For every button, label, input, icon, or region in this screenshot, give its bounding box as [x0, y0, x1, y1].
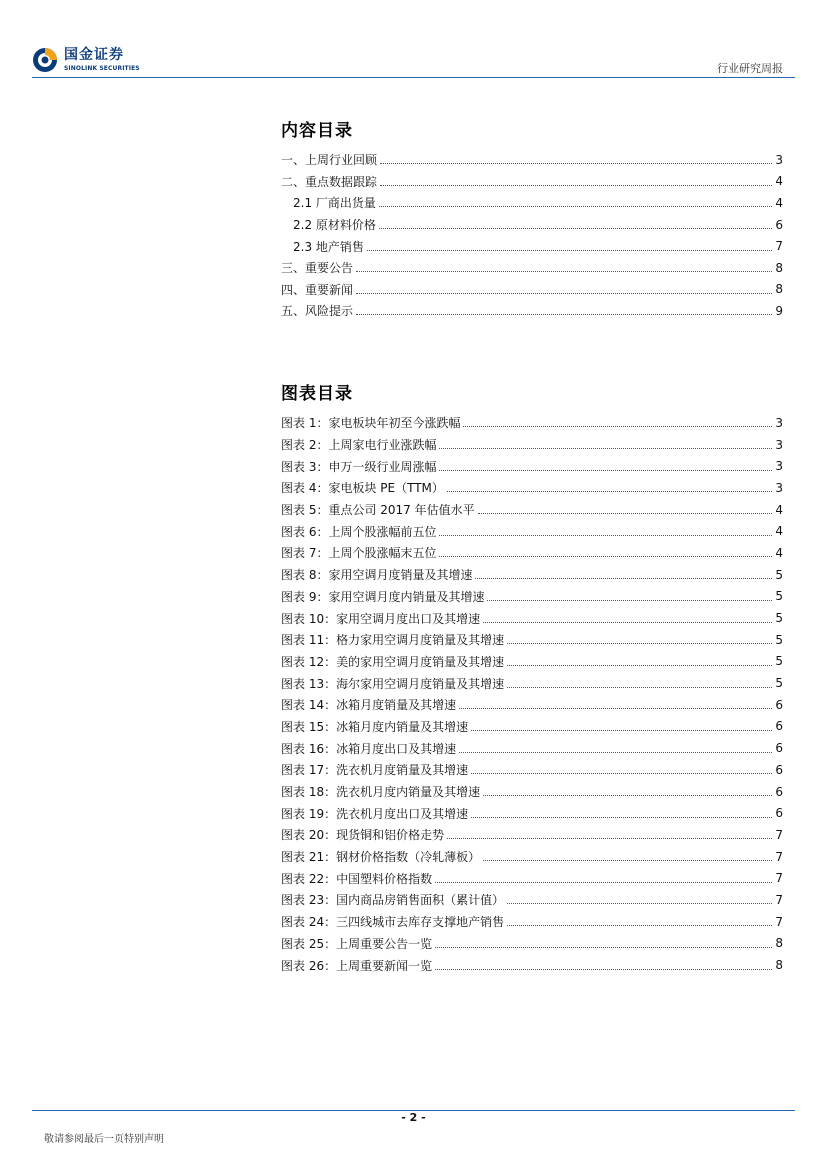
entry-label: 图表 3：申万一级行业周涨幅: [281, 459, 437, 474]
dot-leader: [379, 228, 772, 229]
dot-leader: [478, 513, 773, 514]
entry-label: 图表 5：重点公司 2017 年估值水平: [281, 503, 475, 518]
toc-entry[interactable]: [281, 257, 783, 279]
dot-leader: [439, 556, 772, 557]
entry-label: 图表 23：国内商品房销售面积（累计值）: [281, 893, 505, 908]
logo-mark-icon: [32, 47, 58, 73]
figure-entry[interactable]: [281, 412, 783, 434]
figure-entry[interactable]: [281, 759, 783, 781]
entry-page-number: 5: [775, 676, 783, 691]
dot-leader: [379, 206, 772, 207]
figure-entry[interactable]: [281, 455, 783, 477]
dot-leader: [483, 795, 772, 796]
figure-entry[interactable]: [281, 651, 783, 673]
entry-label: 四、重要新闻: [281, 282, 354, 297]
dot-leader: [471, 773, 772, 774]
figure-entry[interactable]: [281, 672, 783, 694]
figure-entry[interactable]: [281, 499, 783, 521]
entry-label: 图表 16：冰箱月度出口及其增速: [281, 741, 457, 756]
figure-entry[interactable]: [281, 586, 783, 608]
entry-page-number: 5: [775, 654, 783, 669]
figure-entry[interactable]: [281, 954, 783, 976]
dot-leader: [356, 293, 772, 294]
figure-entry[interactable]: [281, 824, 783, 846]
entry-page-number: 4: [775, 524, 783, 539]
dot-leader: [380, 163, 772, 164]
figure-entry[interactable]: [281, 802, 783, 824]
dot-leader: [483, 622, 772, 623]
figure-entry[interactable]: [281, 542, 783, 564]
entry-label: 图表 10：家用空调月度出口及其增速: [281, 611, 481, 626]
figures-title: 图表目录: [281, 384, 353, 404]
entry-label: 图表 21：钢材价格指数（冷轧薄板）: [281, 850, 481, 865]
entry-page-number: 6: [775, 784, 783, 799]
figure-entry[interactable]: [281, 933, 783, 955]
entry-label: 图表 15：冰箱月度内销量及其增速: [281, 719, 469, 734]
dot-leader: [439, 448, 772, 449]
dot-leader: [507, 925, 772, 926]
entry-page-number: 8: [775, 282, 783, 297]
entry-label: 2.3 地产销售: [293, 239, 364, 254]
entry-label: 图表 8：家用空调月度销量及其增速: [281, 568, 473, 583]
entry-page-number: 6: [775, 217, 783, 232]
figure-entry[interactable]: [281, 867, 783, 889]
entry-page-number: 7: [775, 892, 783, 907]
toc-entry[interactable]: [281, 214, 783, 236]
header-divider: [32, 77, 795, 78]
entry-page-number: 3: [775, 480, 783, 495]
figure-entry[interactable]: [281, 694, 783, 716]
entry-page-number: 6: [775, 762, 783, 777]
company-logo: [32, 46, 162, 76]
dot-leader: [475, 578, 772, 579]
dot-leader: [447, 491, 772, 492]
entry-page-number: 5: [775, 589, 783, 604]
figure-entry[interactable]: [281, 477, 783, 499]
dot-leader: [356, 271, 772, 272]
dot-leader: [507, 643, 772, 644]
entry-label: 图表 4：家电板块 PE（TTM）: [281, 481, 444, 496]
dot-leader: [507, 903, 772, 904]
dot-leader: [471, 817, 772, 818]
figure-entry[interactable]: [281, 716, 783, 738]
page-number: - 2 -: [401, 1111, 426, 1124]
toc-entry[interactable]: [281, 192, 783, 214]
entry-page-number: 8: [775, 260, 783, 275]
dot-leader: [367, 250, 772, 251]
entry-label: 图表 25：上周重要公告一览: [281, 936, 433, 951]
entry-page-number: 7: [775, 239, 783, 254]
figure-entry[interactable]: [281, 607, 783, 629]
dot-leader: [471, 730, 772, 731]
entry-label: 图表 11：格力家用空调月度销量及其增速: [281, 633, 505, 648]
entry-page-number: 4: [775, 502, 783, 517]
contents-list: [281, 149, 783, 322]
entry-label: 图表 9：家用空调月度内销量及其增速: [281, 589, 485, 604]
figure-entry[interactable]: [281, 520, 783, 542]
dot-leader: [447, 838, 772, 839]
toc-entry[interactable]: [281, 171, 783, 193]
toc-entry[interactable]: [281, 300, 783, 322]
figure-entry[interactable]: [281, 781, 783, 803]
entry-page-number: 5: [775, 567, 783, 582]
figure-entry[interactable]: [281, 434, 783, 456]
entry-page-number: 4: [775, 545, 783, 560]
toc-entry[interactable]: [281, 149, 783, 171]
disclaimer-note: 敬请参阅最后一页特别声明: [44, 1134, 164, 1145]
entry-label: 图表 6：上周个股涨幅前五位: [281, 524, 437, 539]
entry-page-number: 7: [775, 827, 783, 842]
dot-leader: [483, 860, 772, 861]
figure-entry[interactable]: [281, 737, 783, 759]
dot-leader: [439, 470, 772, 471]
logo-chinese-name: 国金证券: [64, 47, 124, 63]
figure-entry[interactable]: [281, 846, 783, 868]
figure-entry[interactable]: [281, 629, 783, 651]
entry-page-number: 3: [775, 459, 783, 474]
dot-leader: [435, 969, 772, 970]
figure-entry[interactable]: [281, 911, 783, 933]
entry-label: 图表 24：三四线城市去库存支撑地产销售: [281, 915, 505, 930]
entry-label: 图表 13：海尔家用空调月度销量及其增速: [281, 676, 505, 691]
entry-page-number: 6: [775, 697, 783, 712]
dot-leader: [356, 314, 772, 315]
entry-page-number: 7: [775, 914, 783, 929]
toc-entry[interactable]: [281, 279, 783, 301]
entry-label: 图表 2：上周家电行业涨跌幅: [281, 438, 437, 453]
entry-page-number: 9: [775, 303, 783, 318]
entry-label: 图表 26：上周重要新闻一览: [281, 958, 433, 973]
toc-entry[interactable]: [281, 235, 783, 257]
document-type: 行业研究周报: [717, 62, 783, 75]
entry-page-number: 5: [775, 611, 783, 626]
page-header: [0, 0, 827, 80]
dot-leader: [459, 752, 772, 753]
dot-leader: [459, 708, 772, 709]
entry-label: 图表 7：上周个股涨幅末五位: [281, 546, 437, 561]
dot-leader: [435, 947, 772, 948]
entry-label: 三、重要公告: [281, 261, 354, 276]
entry-label: 图表 19：洗衣机月度出口及其增速: [281, 806, 469, 821]
entry-page-number: 4: [775, 174, 783, 189]
entry-page-number: 6: [775, 741, 783, 756]
figures-list: [281, 412, 783, 976]
entry-label: 一、上周行业回顾: [281, 153, 378, 168]
dot-leader: [439, 535, 772, 536]
entry-label: 2.2 原材料价格: [293, 218, 376, 233]
entry-page-number: 7: [775, 871, 783, 886]
dot-leader: [435, 882, 772, 883]
entry-label: 图表 1：家电板块年初至今涨跌幅: [281, 416, 461, 431]
figure-entry[interactable]: [281, 564, 783, 586]
dot-leader: [507, 665, 772, 666]
dot-leader: [463, 426, 772, 427]
entry-label: 二、重点数据跟踪: [281, 174, 378, 189]
entry-label: 图表 14：冰箱月度销量及其增速: [281, 698, 457, 713]
entry-label: 2.1 厂商出货量: [293, 196, 376, 211]
entry-page-number: 3: [775, 437, 783, 452]
dot-leader: [507, 687, 772, 688]
entry-page-number: 4: [775, 195, 783, 210]
dot-leader: [380, 185, 772, 186]
entry-label: 图表 17：洗衣机月度销量及其增速: [281, 763, 469, 778]
entry-page-number: 6: [775, 806, 783, 821]
entry-label: 图表 18：洗衣机月度内销量及其增速: [281, 785, 481, 800]
figure-entry[interactable]: [281, 889, 783, 911]
entry-page-number: 7: [775, 849, 783, 864]
entry-page-number: 3: [775, 415, 783, 430]
entry-page-number: 6: [775, 719, 783, 734]
entry-label: 图表 12：美的家用空调月度销量及其增速: [281, 654, 505, 669]
entry-page-number: 5: [775, 632, 783, 647]
logo-english-name: SINOLINK SECURITIES: [64, 65, 140, 72]
entry-page-number: 8: [775, 958, 783, 973]
dot-leader: [487, 600, 772, 601]
entry-label: 图表 20：现货铜和铝价格走势: [281, 828, 445, 843]
entry-page-number: 3: [775, 152, 783, 167]
entry-label: 五、风险提示: [281, 304, 354, 319]
contents-title: 内容目录: [281, 121, 353, 141]
entry-label: 图表 22：中国塑料价格指数: [281, 871, 433, 886]
entry-page-number: 8: [775, 936, 783, 951]
